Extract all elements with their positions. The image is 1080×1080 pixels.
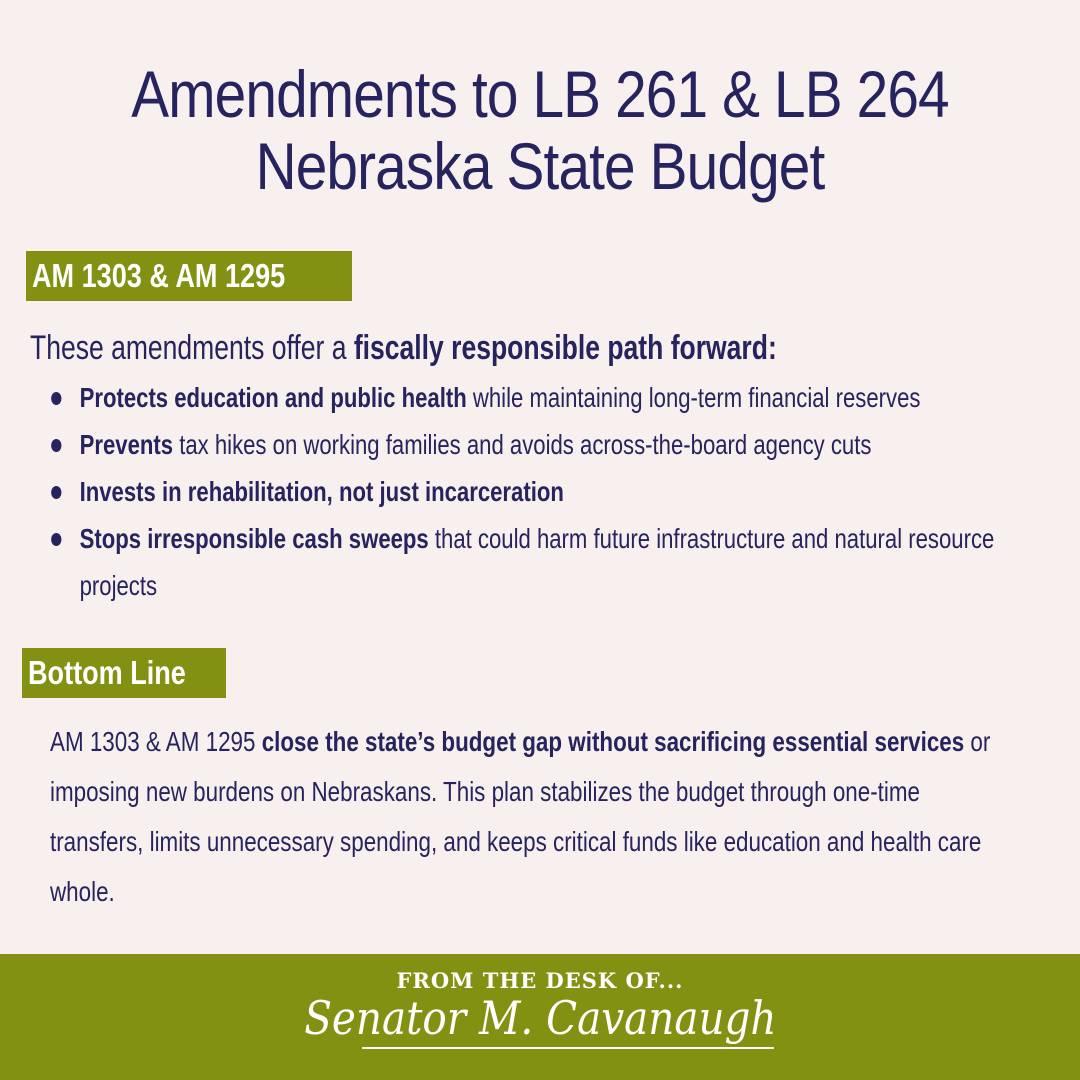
bullet-dot-icon bbox=[51, 392, 61, 405]
footer-banner bbox=[0, 954, 1080, 1080]
intro-bold: fiscally responsible path forward: bbox=[353, 329, 777, 367]
paragraph-rest: or imposing new burdens on Nebraskans. This plan stabilizes the budget through one-time transfers, limits unnecessary spending, and keeps critical funds like education and health care whole. bbox=[50, 726, 991, 907]
bullet-bold: Stops irresponsible cash sweeps bbox=[79, 523, 429, 554]
amendments-label-text: AM 1303 & AM 1295 bbox=[32, 257, 286, 294]
bottom-line-paragraph bbox=[50, 717, 1018, 917]
bullet-dot-icon bbox=[51, 439, 61, 452]
amendments-label bbox=[26, 251, 352, 301]
intro-sentence bbox=[30, 325, 777, 371]
paragraph-start: AM 1303 & AM 1295 bbox=[50, 726, 262, 757]
intro-plain: These amendments offer a bbox=[30, 329, 354, 367]
list-item bbox=[48, 515, 1043, 609]
signature-text: Senator M. Cavanaugh bbox=[303, 991, 777, 1045]
bottom-line-label-text: Bottom Line bbox=[28, 654, 186, 691]
footer-from-text: FROM THE DESK OF... bbox=[396, 968, 684, 993]
bottom-line-label bbox=[22, 648, 226, 698]
title-line-2: Nebraska State Budget bbox=[255, 129, 825, 203]
bullet-text: that could harm future infrastructure and natural resource projects bbox=[79, 523, 995, 601]
bullet-bold: Protects education and public health bbox=[79, 382, 467, 413]
bullet-text: tax hikes on working families and avoids across-the-board agency cuts bbox=[173, 429, 872, 460]
list-item bbox=[48, 468, 1028, 515]
list-item bbox=[48, 421, 1028, 468]
benefits-list bbox=[48, 374, 1028, 609]
bullet-text: while maintaining long-term financial reserves bbox=[466, 382, 921, 413]
bullet-bold: Prevents bbox=[79, 429, 174, 460]
senator-signature bbox=[0, 990, 1080, 1046]
page-title bbox=[0, 58, 1080, 202]
bullet-bold: Invests in rehabilitation, not just incarceration bbox=[79, 476, 564, 507]
signature-underline bbox=[362, 1047, 774, 1049]
paragraph-bold: close the state’s budget gap without sacrificing essential services bbox=[261, 726, 965, 757]
list-item bbox=[48, 374, 1028, 421]
title-line-1: Amendments to LB 261 & LB 264 bbox=[131, 57, 949, 131]
bullet-dot-icon bbox=[51, 533, 61, 546]
bullet-dot-icon bbox=[51, 486, 61, 499]
